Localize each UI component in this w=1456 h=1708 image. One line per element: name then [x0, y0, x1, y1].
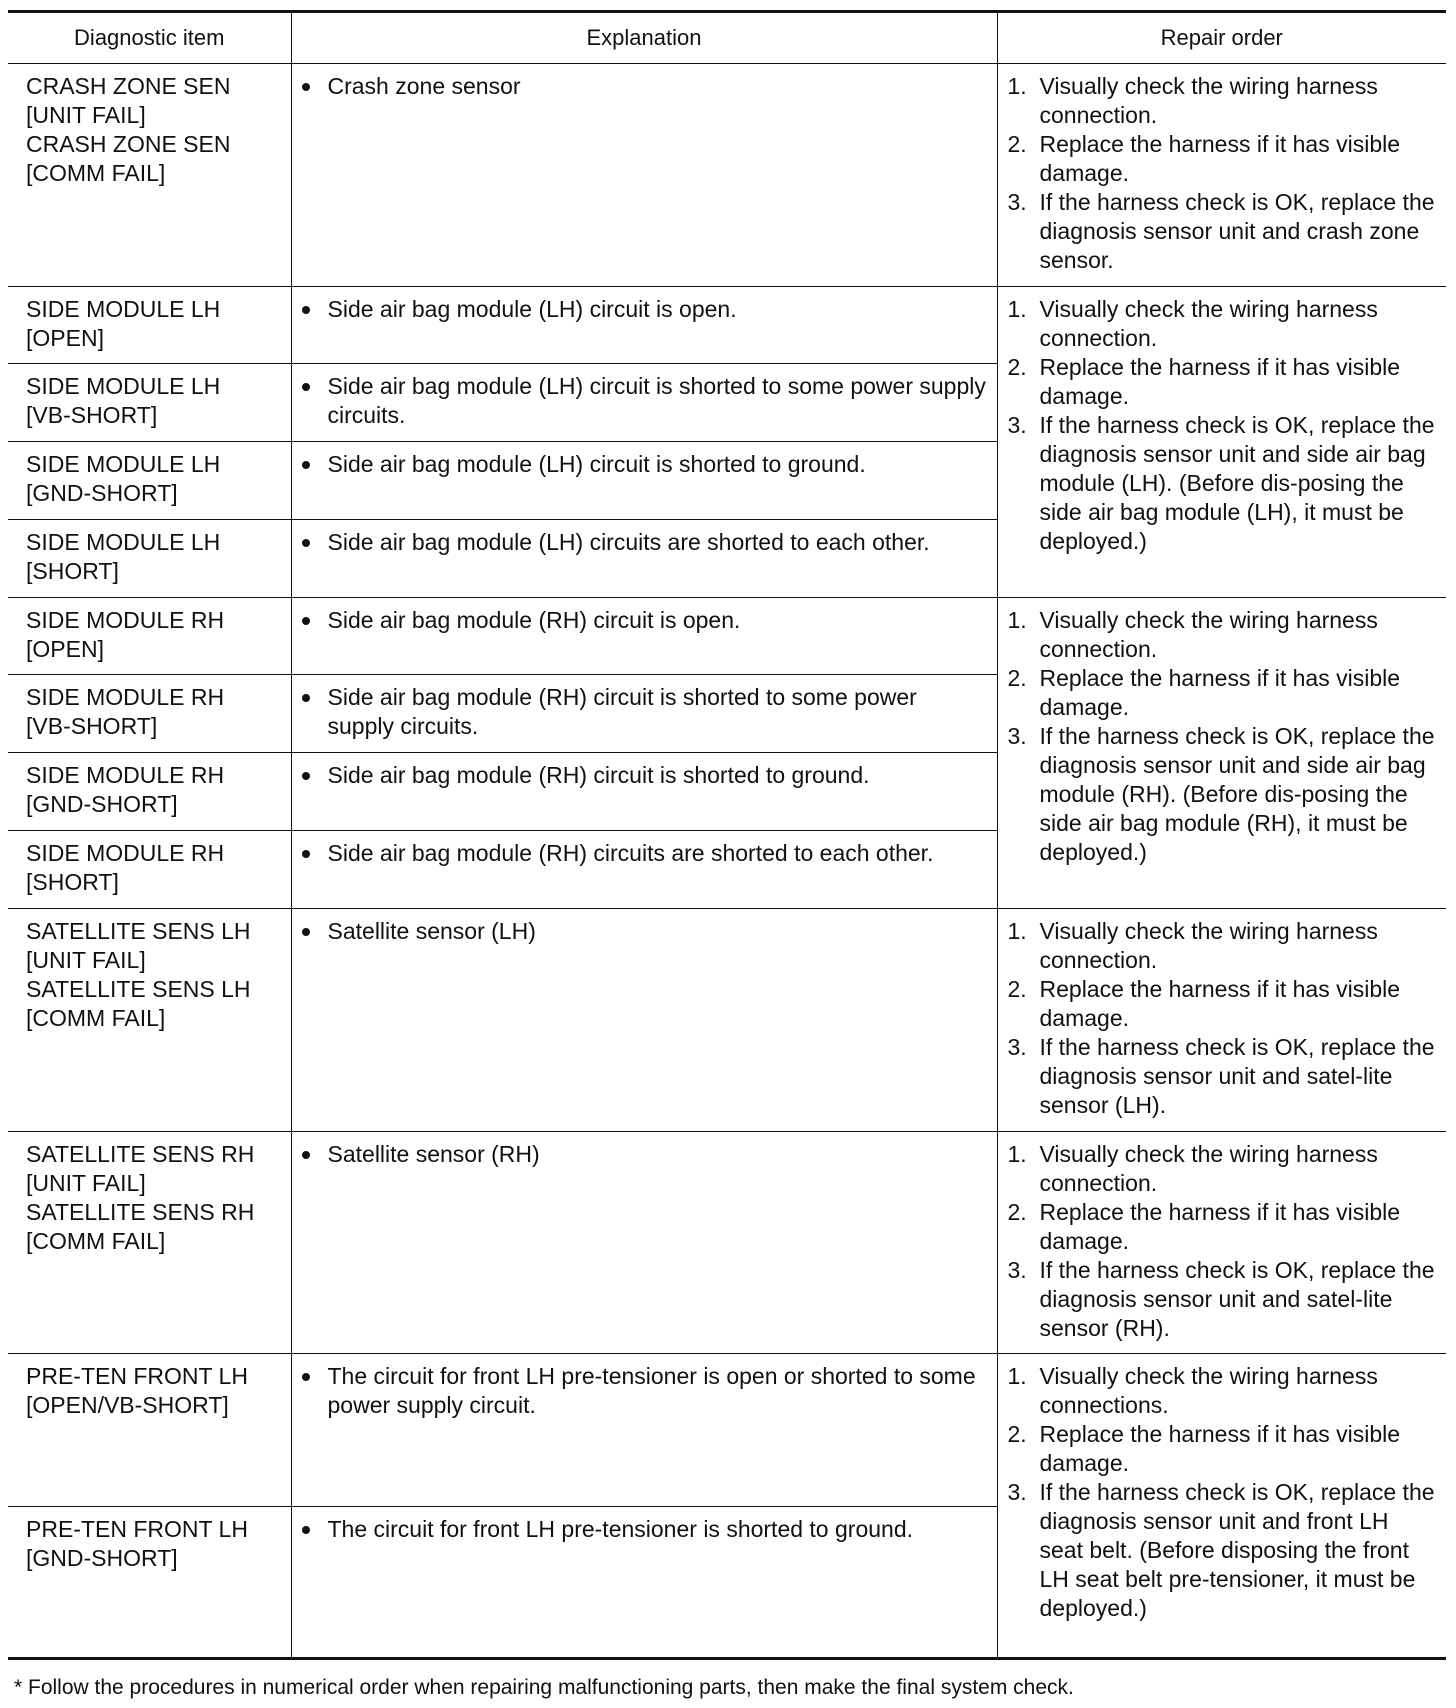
diagnostic-item-cell	[8, 1354, 291, 1507]
explanation-text: Side air bag module (RH) circuit is open.	[327, 607, 741, 633]
repair-step: 3. If the harness check is OK, replace the diagnosis sensor unit and front LH seat belt. (Before disposing the front LH seat belt pre-tensioner, it must be deployed.)	[1007, 1479, 1435, 1621]
diagnostic-item-cell	[8, 1507, 291, 1659]
document	[8, 10, 1446, 1660]
header-repair-order: Repair order	[997, 12, 1446, 64]
item-line: [SHORT]	[26, 558, 119, 584]
explanation-text: Side air bag module (LH) circuits are shorted to each other.	[327, 529, 930, 555]
item-line: [GND-SHORT]	[26, 480, 178, 506]
item-line: [COMM FAIL]	[26, 1005, 166, 1031]
item-line: SATELLITE SENS RH	[26, 1141, 255, 1167]
explanation-cell	[291, 287, 997, 364]
repair-order-cell	[997, 909, 1446, 1132]
repair-step: 3. If the harness check is OK, replace the diagnosis sensor unit and satel-lite sensor (RH).	[1007, 1257, 1435, 1341]
item-line: [OPEN]	[26, 636, 104, 662]
item-line: SIDE MODULE RH	[26, 762, 225, 788]
diagnostic-item-cell	[8, 442, 291, 520]
explanation-text: Side air bag module (LH) circuit is shorted to ground.	[327, 451, 866, 477]
item-line: [GND-SHORT]	[26, 1545, 178, 1571]
item-line: SATELLITE SENS LH	[26, 918, 251, 944]
table-row	[8, 598, 1446, 675]
table-row	[8, 909, 1446, 1132]
repair-step: 1. Visually check the wiring harness connections.	[1007, 1363, 1378, 1418]
bullet-icon	[302, 839, 328, 868]
explanation-cell	[291, 520, 997, 598]
bullet-icon	[302, 917, 328, 946]
item-line: [SHORT]	[26, 869, 119, 895]
diagnostic-item-cell	[8, 64, 291, 287]
explanation-text: Side air bag module (LH) circuit is open.	[327, 296, 737, 322]
item-line: PRE-TEN FRONT LH	[26, 1516, 248, 1542]
repair-step: 2. Replace the harness if it has visible damage.	[1007, 976, 1401, 1031]
repair-step: 3. If the harness check is OK, replace the diagnosis sensor unit and crash zone sensor.	[1007, 189, 1435, 273]
table-row	[8, 1354, 1446, 1507]
explanation-text: Side air bag module (RH) circuits are shorted to each other.	[327, 840, 934, 866]
table-row	[8, 1132, 1446, 1354]
repair-step: 2. Replace the harness if it has visible damage.	[1007, 1199, 1401, 1254]
repair-steps	[1008, 72, 1439, 275]
explanation-cell	[291, 442, 997, 520]
diagnostic-table	[8, 10, 1446, 1660]
repair-order-cell	[997, 287, 1446, 598]
item-line: SIDE MODULE LH	[26, 296, 221, 322]
repair-step: 2. Replace the harness if it has visible damage.	[1007, 1421, 1401, 1476]
repair-order-cell	[997, 64, 1446, 287]
header-diagnostic-item: Diagnostic item	[8, 12, 291, 64]
diagnostic-item-cell	[8, 364, 291, 442]
repair-step: 3. If the harness check is OK, replace the diagnosis sensor unit and satel-lite sensor (LH).	[1007, 1034, 1435, 1118]
explanation-cell	[291, 831, 997, 909]
diagnostic-item-cell	[8, 520, 291, 598]
item-line: [VB-SHORT]	[26, 713, 158, 739]
repair-order-cell	[997, 1354, 1446, 1659]
repair-step: 1. Visually check the wiring harness connection.	[1007, 1141, 1378, 1196]
table-row	[8, 64, 1446, 287]
item-line: SIDE MODULE LH	[26, 373, 221, 399]
item-line: SIDE MODULE RH	[26, 840, 225, 866]
explanation-text: Crash zone sensor	[327, 73, 521, 99]
item-line: SIDE MODULE LH	[26, 529, 221, 555]
item-line: SIDE MODULE RH	[26, 607, 225, 633]
explanation-text: Satellite sensor (LH)	[327, 918, 536, 944]
repair-step: 3. If the harness check is OK, replace the diagnosis sensor unit and side air bag module (LH). (Before dis-posing the side air bag module (LH), it must be deployed.)	[1007, 412, 1435, 554]
bullet-icon	[302, 528, 328, 557]
explanation-cell	[291, 675, 997, 753]
diagnostic-item-cell	[8, 675, 291, 753]
repair-steps	[1008, 606, 1439, 867]
repair-step: 2. Replace the harness if it has visible damage.	[1007, 665, 1401, 720]
item-line: [UNIT FAIL]	[26, 947, 146, 973]
bullet-icon	[302, 295, 328, 324]
table-row	[8, 287, 1446, 364]
explanation-text: Satellite sensor (RH)	[327, 1141, 540, 1167]
repair-step: 2. Replace the harness if it has visible damage.	[1007, 354, 1401, 409]
item-line: [VB-SHORT]	[26, 402, 158, 428]
diagnostic-item-cell	[8, 1132, 291, 1354]
repair-steps	[1008, 295, 1439, 556]
diagnostic-item-cell	[8, 753, 291, 831]
bullet-icon	[302, 761, 328, 790]
diagnostic-item-cell	[8, 598, 291, 675]
item-line: [COMM FAIL]	[26, 1228, 166, 1254]
repair-steps	[1008, 1362, 1439, 1623]
repair-step: 2. Replace the harness if it has visible damage.	[1007, 131, 1401, 186]
footnote: * Follow the procedures in numerical order when repairing malfunctioning parts, then make the final system check.	[14, 1676, 1074, 1699]
explanation-text: Side air bag module (RH) circuit is shorted to some power supply circuits.	[327, 684, 917, 739]
explanation-cell	[291, 1507, 997, 1659]
repair-order-cell	[997, 1132, 1446, 1354]
item-line: CRASH ZONE SEN	[26, 73, 231, 99]
item-line: [UNIT FAIL]	[26, 102, 146, 128]
explanation-cell	[291, 909, 997, 1132]
header-row	[8, 12, 1446, 64]
bullet-icon	[302, 372, 328, 430]
explanation-text: Side air bag module (LH) circuit is shorted to some power supply circuits.	[327, 373, 986, 428]
repair-steps	[1008, 917, 1439, 1120]
diagnostic-item-cell	[8, 287, 291, 364]
explanation-cell	[291, 753, 997, 831]
repair-step: 1. Visually check the wiring harness connection.	[1007, 73, 1378, 128]
explanation-cell	[291, 1354, 997, 1507]
repair-step: 3. If the harness check is OK, replace the diagnosis sensor unit and side air bag module (RH). (Before dis-posing the side air bag module (RH), it must be deployed.)	[1007, 723, 1435, 865]
item-line: SIDE MODULE LH	[26, 451, 221, 477]
bullet-icon	[302, 450, 328, 479]
diagnostic-item-cell	[8, 831, 291, 909]
repair-steps	[1008, 1140, 1439, 1343]
explanation-text: The circuit for front LH pre-tensioner is shorted to ground.	[327, 1516, 914, 1542]
item-line: [GND-SHORT]	[26, 791, 178, 817]
explanation-cell	[291, 364, 997, 442]
item-line: SATELLITE SENS RH	[26, 1199, 255, 1225]
bullet-icon	[302, 606, 328, 635]
item-line: [OPEN/VB-SHORT]	[26, 1392, 229, 1418]
item-line: SATELLITE SENS LH	[26, 976, 251, 1002]
bullet-icon	[302, 1515, 328, 1544]
repair-step: 1. Visually check the wiring harness connection.	[1007, 607, 1378, 662]
explanation-text: The circuit for front LH pre-tensioner is open or shorted to some power supply circuit.	[327, 1363, 976, 1418]
bullet-icon	[302, 72, 328, 101]
explanation-text: Side air bag module (RH) circuit is shorted to ground.	[327, 762, 870, 788]
explanation-cell	[291, 1132, 997, 1354]
header-explanation: Explanation	[291, 12, 997, 64]
repair-step: 1. Visually check the wiring harness connection.	[1007, 918, 1378, 973]
item-line: CRASH ZONE SEN	[26, 131, 231, 157]
explanation-cell	[291, 598, 997, 675]
diagnostic-item-cell	[8, 909, 291, 1132]
repair-order-cell	[997, 598, 1446, 909]
item-line: SIDE MODULE RH	[26, 684, 225, 710]
item-line: [OPEN]	[26, 325, 104, 351]
item-line: [UNIT FAIL]	[26, 1170, 146, 1196]
bullet-icon	[302, 1362, 328, 1420]
bullet-icon	[302, 1140, 328, 1169]
bullet-icon	[302, 683, 328, 741]
explanation-cell	[291, 64, 997, 287]
repair-step: 1. Visually check the wiring harness connection.	[1007, 296, 1378, 351]
item-line: PRE-TEN FRONT LH	[26, 1363, 248, 1389]
item-line: [COMM FAIL]	[26, 160, 166, 186]
